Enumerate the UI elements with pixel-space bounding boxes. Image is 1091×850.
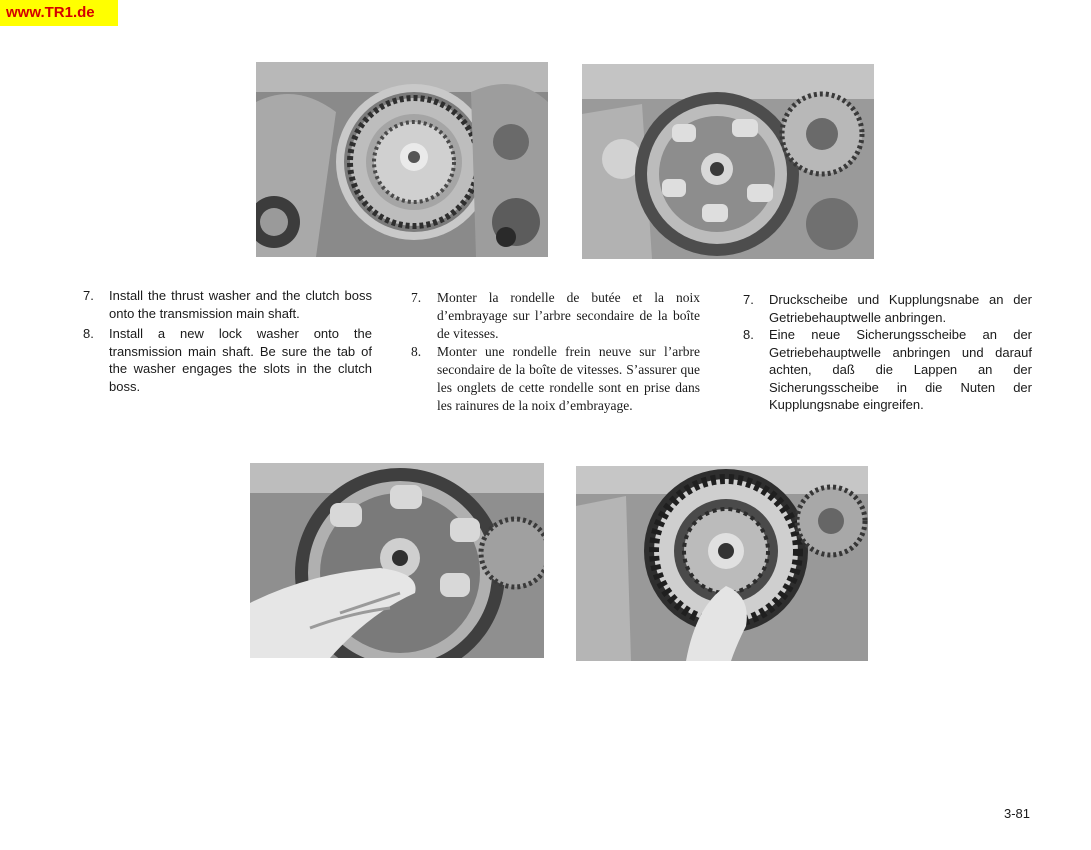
english-instructions <box>83 287 372 398</box>
step-number: 7. <box>411 290 422 305</box>
step-text: Monter la rondelle de butée et la noix d’embrayage sur l’arbre secondaire de la boîte de vitesses. <box>437 290 700 341</box>
step-text: Druckscheibe und Kupplungsnabe an der Getriebehauptwelle anbringen. <box>769 292 1032 325</box>
french-instructions <box>411 289 700 415</box>
photo-clutch-boss-installed-graphic <box>582 64 874 259</box>
german-step-8 <box>743 326 1032 414</box>
photo-lock-washer-install-graphic <box>250 463 544 658</box>
german-instructions <box>743 291 1032 414</box>
english-step-8 <box>83 325 372 395</box>
photo-clutch-gear-shaft <box>256 62 548 257</box>
step-text: Install the thrust washer and the clutch boss onto the transmission main shaft. <box>109 288 372 321</box>
photo-clutch-boss-installed <box>582 64 874 259</box>
photo-lock-washer-install <box>250 463 544 658</box>
german-step-7 <box>743 291 1032 326</box>
english-step-7 <box>83 287 372 322</box>
french-step-8 <box>411 343 700 415</box>
french-step-7 <box>411 289 700 343</box>
step-number: 8. <box>83 326 94 341</box>
step-number: 7. <box>83 288 94 303</box>
photo-clutch-housing-assembled-graphic <box>576 466 868 661</box>
step-number: 8. <box>411 344 422 359</box>
photo-clutch-gear-shaft-graphic <box>256 62 548 257</box>
step-number: 7. <box>743 292 754 307</box>
step-number: 8. <box>743 327 754 342</box>
photo-clutch-housing-assembled <box>576 466 868 661</box>
step-text: Monter une rondelle frein neuve sur l’arbre secondaire de la boîte de vitesses. S’assurer que les onglets de cette rondelle sont en prise dans les rainures de la noix d’embrayage. <box>437 344 700 413</box>
step-text: Eine neue Sicherungsscheibe an der Getriebehauptwelle anbringen und darauf achten, daß die Lappen an der Sicherungsscheibe in die Nuten der Kupplungsnabe eingreifen. <box>769 327 1032 412</box>
step-text: Install a new lock washer onto the transmission main shaft. Be sure the tab of the washer engages the slots in the clutch boss. <box>109 326 372 394</box>
page-number: 3-81 <box>1004 806 1031 821</box>
site-watermark[interactable]: www.TR1.de <box>0 0 118 26</box>
